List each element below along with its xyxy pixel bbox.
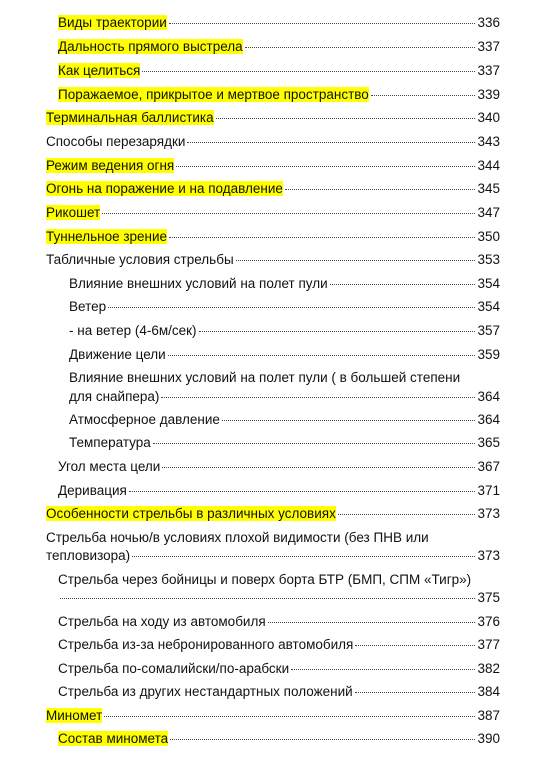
toc-entry-title: Табличные условия стрельбы	[46, 252, 234, 267]
toc-entry-page: 390	[477, 731, 500, 746]
dot-leader	[170, 738, 475, 740]
toc-entry-title: Виды траектории	[58, 15, 167, 30]
dot-leader	[108, 306, 475, 308]
toc-entry-title: Атмосферное давление	[69, 412, 220, 427]
toc-entry-page: 337	[477, 39, 500, 54]
toc-entry-title: Стрельба на ходу из автомобиля	[58, 614, 266, 629]
toc-entry-title: Состав миномета	[58, 731, 169, 746]
dot-leader	[222, 419, 476, 421]
toc-entry-title: Стрельба по-сомалийски/по-арабски	[58, 661, 290, 676]
toc-entry-page: 357	[477, 323, 500, 338]
dot-leader	[169, 236, 475, 238]
toc-entry-page: 350	[477, 229, 500, 244]
toc-entry-page: 337	[477, 63, 500, 78]
dot-leader	[176, 165, 475, 167]
dot-leader	[245, 46, 476, 48]
toc-entry-page: 340	[477, 110, 500, 125]
toc-entry-page: 376	[477, 614, 500, 629]
dot-leader	[153, 442, 476, 444]
toc-entry-page: 382	[477, 661, 500, 676]
dot-leader	[161, 396, 475, 398]
toc-entry-page: 377	[477, 637, 500, 652]
toc-entry-title-line2: для снайпера)	[69, 389, 160, 404]
toc-entry-title: Стрельба из других нестандартных положений	[58, 684, 353, 699]
dot-leader	[285, 188, 476, 190]
dot-leader	[268, 621, 476, 623]
toc-entry-page: 347	[477, 205, 500, 220]
dot-leader	[338, 513, 476, 515]
toc-entry-page: 339	[477, 87, 500, 102]
toc-entry-title: Дальность прямого выстрела	[58, 39, 243, 54]
dot-leader	[355, 691, 476, 693]
toc-entry-title: Туннельное зрение	[46, 229, 168, 244]
dot-leader	[132, 555, 475, 557]
toc-entry-title: Поражаемое, прикрытое и мертвое пространство	[58, 87, 369, 102]
dot-leader	[102, 212, 475, 214]
toc-entry-title: Огонь на поражение и на подавление	[46, 181, 283, 196]
dot-leader	[168, 354, 476, 356]
dot-leader	[142, 70, 475, 72]
toc-entry-page: 373	[477, 548, 500, 563]
toc-entry-page: 365	[477, 435, 500, 450]
dot-leader	[129, 490, 476, 492]
dot-leader	[60, 597, 475, 599]
toc-entry-title: Миномет	[46, 708, 103, 723]
dot-leader	[330, 283, 476, 285]
dot-leader	[291, 668, 475, 670]
toc-entry-title-line1: Стрельба через бойницы и поверх борта БТР (БМП, СПМ «Тигр»)	[58, 572, 472, 587]
toc-entry-title: Режим ведения огня	[46, 158, 175, 173]
toc-entry-title-line1: Влияние внешних условий на полет пули ( в большей степени	[69, 370, 461, 385]
toc-entry-title: - на ветер (4-6м/сек)	[69, 323, 197, 338]
toc-entry-page: 384	[477, 684, 500, 699]
toc-entry-title-line1: Стрельба ночью/в условиях плохой видимости (без ПНВ или	[46, 530, 429, 545]
dot-leader	[355, 644, 475, 646]
toc-entry-page: 336	[477, 15, 500, 30]
toc-entry-page: 359	[477, 347, 500, 362]
toc-entry-title: Угол места цели	[58, 459, 161, 474]
toc-entry-title: Особенности стрельбы в различных условиях	[46, 506, 336, 521]
toc-entry-page: 364	[477, 389, 500, 404]
toc-entry-page: 344	[477, 158, 500, 173]
dot-leader	[216, 117, 476, 119]
toc-entry-title: Температура	[69, 435, 151, 450]
toc-entry-page: 343	[477, 134, 500, 149]
toc-entry-title: Влияние внешних условий на полет пули	[69, 276, 328, 291]
toc-entry-page: 353	[477, 252, 500, 267]
dot-leader	[104, 715, 475, 717]
toc-entry-page: 367	[477, 459, 500, 474]
dot-leader	[236, 259, 476, 261]
toc-entry-title: Движение цели	[69, 347, 166, 362]
toc-entry-page: 375	[477, 590, 500, 605]
toc-entry-title: Терминальная баллистика	[46, 110, 214, 125]
toc-entry-title: Как целиться	[58, 63, 141, 78]
dot-leader	[162, 466, 475, 468]
toc-entry-title: Деривация	[58, 483, 127, 498]
toc-entry-title: Ветер	[69, 299, 107, 314]
toc-entry-page: 387	[477, 708, 500, 723]
toc-entry-page: 373	[477, 506, 500, 521]
toc-entry-page: 345	[477, 181, 500, 196]
toc-entry-page: 354	[477, 276, 500, 291]
toc-entry-page: 354	[477, 299, 500, 314]
dot-leader	[169, 22, 476, 24]
toc-entry-title-line2: тепловизора)	[46, 548, 131, 563]
dot-leader	[187, 141, 475, 143]
toc-entry-page: 364	[477, 412, 500, 427]
toc-entry-page: 371	[477, 483, 500, 498]
dot-leader	[371, 94, 476, 96]
dot-leader	[199, 330, 476, 332]
toc-entry-title: Рикошет	[46, 205, 101, 220]
toc-entry-title: Способы перезарядки	[46, 134, 186, 149]
toc-entry-title: Стрельба из-за небронированного автомобиля	[58, 637, 354, 652]
